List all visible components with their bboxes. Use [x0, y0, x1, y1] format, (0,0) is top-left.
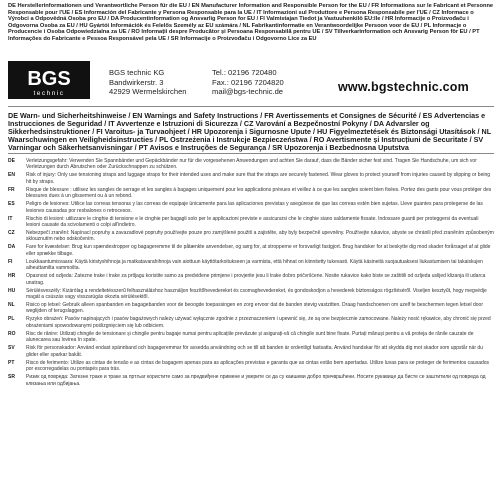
safety-entry: [8, 360, 494, 373]
company-tel: Tel.: 02196 720480: [212, 68, 277, 77]
logo-subtext: technic: [33, 90, 65, 97]
safety-entry: [8, 302, 494, 315]
safety-entry: [8, 187, 494, 200]
language-code: DE: [8, 158, 15, 164]
safety-text: Rischio di lesioni: utilizzare le cinghie di tensione e le cinghie per bagagli solo per le applicazioni previste e assicurarsi che le cinghie siano saldamente fissate. Indossare guanti per proteggersi da eventuali lesioni causate da scivolamenti o colpi all'indietro.: [26, 215, 479, 229]
divider: [8, 153, 494, 154]
safety-entry: [8, 216, 494, 229]
company-city: 42929 Wermelskirchen: [109, 87, 187, 97]
language-code: DA: [8, 244, 16, 251]
warnings-heading: DE Warn- und Sicherheitshinweise / EN Warnings and Safety Instructions / FR Avertissements et Consignes de Sécurité / ES Advertencias e Instrucciones de Seguridad / IT Avvertenze e Istruzioni di Sicurezza / CZ Varování a Bezpečnostní Pokyny / DA Advarsler og Sikkerhedsinstruktioner / FI Varoitus- ja Turvaohjeet / HR Upozorenja i Sigurnosne Upute / HU Figyelmeztetések és Biztonsági Utasítások / NL Waarschuwingen en Veiligheidsinstructies / PL Ostrzeżenia i Instrukcje Bezpieczeństwa / RO Avertismente și Instrucțiuni de Securitate / SV Varningar och Säkerhetsanvisningar / PT Avisos e Instruções de Segurança / SR Upozorenja i Bezbednosna Uputstva: [8, 111, 492, 152]
language-code: RO: [8, 330, 16, 337]
company-fax: Fax.: 02196 7204820: [212, 77, 284, 87]
safety-text: Risk för personskador: Använd endast spännband och bagageremmar för avsedda användning och se till att banden är ordentligt fastsatta. Använd handskar för att skydda dig mot skador som uppstår när du glider eller sparkar bakåt.: [26, 345, 483, 358]
divider: [8, 106, 494, 107]
safety-text: Risico op letsel: Gebruik alleen spanbanden en bagagebanden voor de beoogde toepassingen en zorg ervoor dat de banden stevig vastzitten. Draag handschoenen om uzelf te beschermen tegen letsel door weglijden of terugslaggen.: [26, 302, 483, 315]
safety-entry: [8, 316, 494, 329]
safety-text: Fare for kvæstelser: Brug kun spændestropper og bagageremme til de påtænkte anvendelser, og sørg for, at stropperne er forsvarligt fastgjort. Brug handsker for at beskytte dig mod skader forårsaget af at glide eller sprække tilbage.: [26, 244, 491, 257]
safety-instructions-list: [8, 158, 494, 389]
safety-text: Verletzungsgefahr: Verwenden Sie Spannbänder und Gepäckbänder nur für die vorgesehenen Anwendungen und achten Sie darauf, dass die Bänder sicher fest sind. Tragen Sie Handschuhe, um sich vor Verletzungen durch Abrutschen oder Zurückschnappen zu schützen.: [26, 158, 477, 171]
safety-entry: [8, 345, 494, 358]
safety-entry: [8, 331, 494, 344]
safety-text: Sérülésveszély: Kizárólag a rendeltetésszerű felhasználáshoz használjon feszítőhevedereket és csomaghevedereket, és gondoskodjon a hevederek biztonságos rögzítéséről. Viseljen kesztyűt, hogy megvédje magát a csúszás vagy visszarúgás okozta sérülésektől.: [26, 287, 487, 301]
safety-text: Risque de blessure : utilisez les sangles de serrage et les sangles à bagages uniquement pour les applications prévues et veillez à ce que les sangles soient bien fixées. Portez des gants pour vous protéger des blessures dues à un glissement ou à un rebond.: [26, 186, 492, 200]
company-info-row: [0, 58, 500, 104]
safety-entry: [8, 158, 494, 171]
language-code: FI: [8, 258, 13, 265]
contact-details: [212, 68, 284, 97]
language-code: IT: [8, 215, 13, 222]
language-code: PT: [8, 359, 15, 366]
safety-entry: [8, 374, 494, 387]
language-code: SV: [8, 345, 15, 352]
language-code: FR: [8, 186, 15, 193]
safety-entry: [8, 172, 494, 185]
safety-text: Risk of injury: Only use tensioning straps and luggage straps for their intended uses and make sure that the straps are securely fastened. Wear gloves to protect yourself from injuries caused by slipping or being hit by straps.: [26, 172, 491, 185]
language-code: SR: [8, 374, 15, 381]
safety-text: Ryzyko obrażeń: Pasów napinających i pasów bagażowych należy używać wyłącznie zgodnie z przeznaczeniem i upewnić się, że są one bezpiecznie zamocowane. Należy nosić rękawice, aby chronić się przed obrażeniami spowodowanymi poślizgnięciem się lub odbiciem.: [26, 316, 491, 329]
safety-entry: [8, 288, 494, 301]
language-code: PL: [8, 316, 15, 323]
bgs-logo: [8, 61, 90, 99]
safety-entry: [8, 201, 494, 214]
postal-address: [109, 68, 187, 97]
safety-text: Loukkaantumisvaara: Käytä kiristyshihnoja ja matkatavarahihnoja vain aiottuun käyttötarkoitukseen ja varmista, että hihnat on kiinnitetty tukevasti. Käytä käsineitä suojautuaksesi liukastumisen tai takaiskujen aiheuttamilta vammoilta.: [26, 258, 483, 272]
safety-text: Opasnost od ozljeda: Zatezne trake i trake za prtljagu koristite samo za predviđene primjene i provjerite jesu li trake dobro pričvršćene. Nosite rukavice kako biste se zaštitili od ozljeda uslijed klizanja ili udarca unatrag.: [26, 273, 486, 286]
company-website: www.bgstechnic.com: [338, 80, 469, 94]
language-code: ES: [8, 201, 15, 208]
safety-entry: [8, 259, 494, 272]
logo-wordmark: BGS: [27, 68, 71, 90]
safety-entry: [8, 230, 494, 243]
safety-text: Risco de ferimento: Utilize as cintas de tensão e as cintas de bagagem apenas para as aplicações previstas e garanta que as cintas estão bem apertadas. Utilize luvas para se proteger de ferimentos causados por escorregadelas ou pontapés para trás.: [26, 359, 490, 373]
language-code: NL: [8, 302, 15, 309]
manufacturer-info-header: DE Herstellerinformationen und Verantwortliche Person für die EU / EN Manufacturer Information and Responsible Person for the EU / FR Informations sur le Fabricant et Personne Responsable pour l'UE / ES Información del Fabricante y Persona Responsable para la UE / IT Informazioni sul Produttore e Persona Responsabile per l'UE / CZ Informace o Výrobci a Odpovědná Osoba pro EU / DA Producentinformation og Ansvarlig Person for EU / FI Valmistajan Tiedot ja Vastuuhenkilö EU:lle / HR Informacije o Proizvođaču i Odgovorna Osoba za EU / HU Gyártói Információk és Felelős Személy az EU számára / NL Fabrikantinformatie en Verantwoordelijke Persoon voor de EU / PL Informacje o Producencie i Osoba Odpowiedzialna za UE / RO Informații despre Producător și Persoana Responsabilă pentru UE / SV Tillverkarinformation och Ansvarig Person för EU / PT Informações do Fabricante e Pessoa Responsável pela UE / SR Informacije o Proizvođaču i Odgovorno Lice za EU: [8, 3, 494, 42]
language-code: CZ: [8, 230, 15, 237]
language-code: HU: [8, 287, 16, 294]
company-name: BGS technic KG: [109, 68, 165, 77]
safety-text: Peligro de lesiones: Utilice las correas tensoras y las correas de equipaje únicamente para las aplicaciones previstas y asegúrese de que las correas estén bien sujetas. Lleve guantes para protegerse de las lesiones causadas por resbalones o retrocesos.: [26, 201, 483, 214]
safety-entry: [8, 244, 494, 257]
safety-text: Nebezpečí zranění: Napínací popruhy a zavazadlové popruhy používejte pouze pro zamýšlené použití a zajistěte, aby byly bezpečně upevněny. Používejte rukavice, abyste se chránili před zraněním způsobeným sklouznutím nebo odskočením.: [26, 230, 494, 243]
safety-text: Risc de rănire: Utilizați chingile de tensionare și chingile pentru bagaje numai pentru aplicațiile prevăzute și asigurați-vă că chingile sunt bine fixate. Purtați mănuși pentru a vă proteja de rănile cauzate de alunecarea sau lovirea în spate.: [26, 330, 474, 344]
safety-text: Ризик од повреда: Затезне траке и траке за пртљаг користите само за предвиђене примене и уверите се да су каишеви добро причвршћени. Носите рукавице да бисте се заштитили од повреда од клизања или одбијања.: [26, 374, 486, 387]
language-code: HR: [8, 273, 16, 280]
company-mail: mail@bgs-technic.de: [212, 87, 284, 97]
safety-entry: [8, 273, 494, 286]
company-street: Bandwirkerstr. 3: [109, 77, 164, 87]
language-code: EN: [8, 172, 15, 179]
